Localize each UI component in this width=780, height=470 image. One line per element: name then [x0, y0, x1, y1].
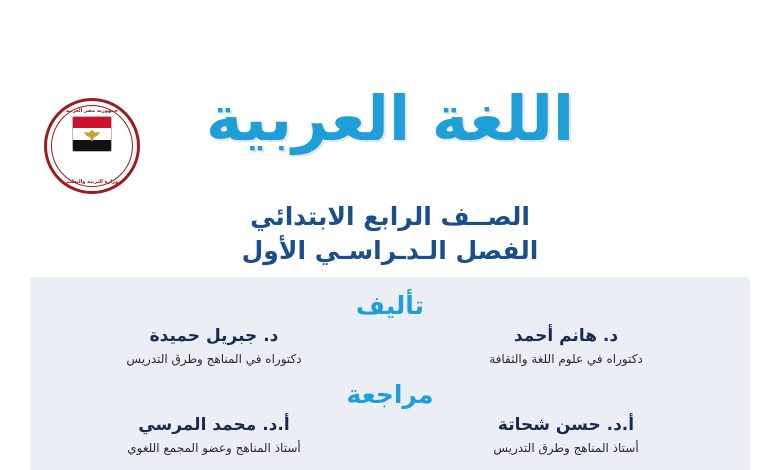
reviewer-entry	[396, 414, 750, 457]
authors-row	[30, 325, 750, 368]
review-section-label: مراجعة	[346, 380, 434, 409]
term-line: الفصل الـدـراسـي الأول	[241, 236, 539, 265]
author-entry	[30, 325, 384, 368]
grade-line: الصــف الرابع الابتدائي	[250, 202, 530, 231]
credits-panel	[30, 277, 750, 470]
authoring-section-label: تأليف	[355, 291, 425, 320]
author-name: د. هانم أحمد	[513, 326, 619, 346]
reviewer-entry	[30, 414, 384, 457]
book-title: اللغة العربية	[205, 82, 575, 155]
reviewer-name: أ.د. محمد المرسي	[138, 415, 290, 435]
emblem-bottom-text: وزارة التربية والتعليم	[65, 178, 119, 185]
author-entry	[396, 325, 750, 368]
author-role: دكتوراه في علوم اللغة والثقافة	[489, 352, 643, 367]
author-name: د. جبريل حميدة	[149, 326, 279, 346]
emblem-top-text: جمهورية مصر العربية	[65, 108, 119, 114]
reviewer-role: أستاذ المناهج وعضو المجمع اللغوي	[127, 441, 301, 456]
reviewer-name: أ.د. حسن شحاتة	[497, 415, 635, 435]
author-role: دكتوراه في المناهج وطرق التدريس	[126, 352, 302, 367]
reviewer-role: أستاذ المناهج وطرق التدريس	[493, 441, 639, 456]
reviewers-row	[30, 414, 750, 457]
